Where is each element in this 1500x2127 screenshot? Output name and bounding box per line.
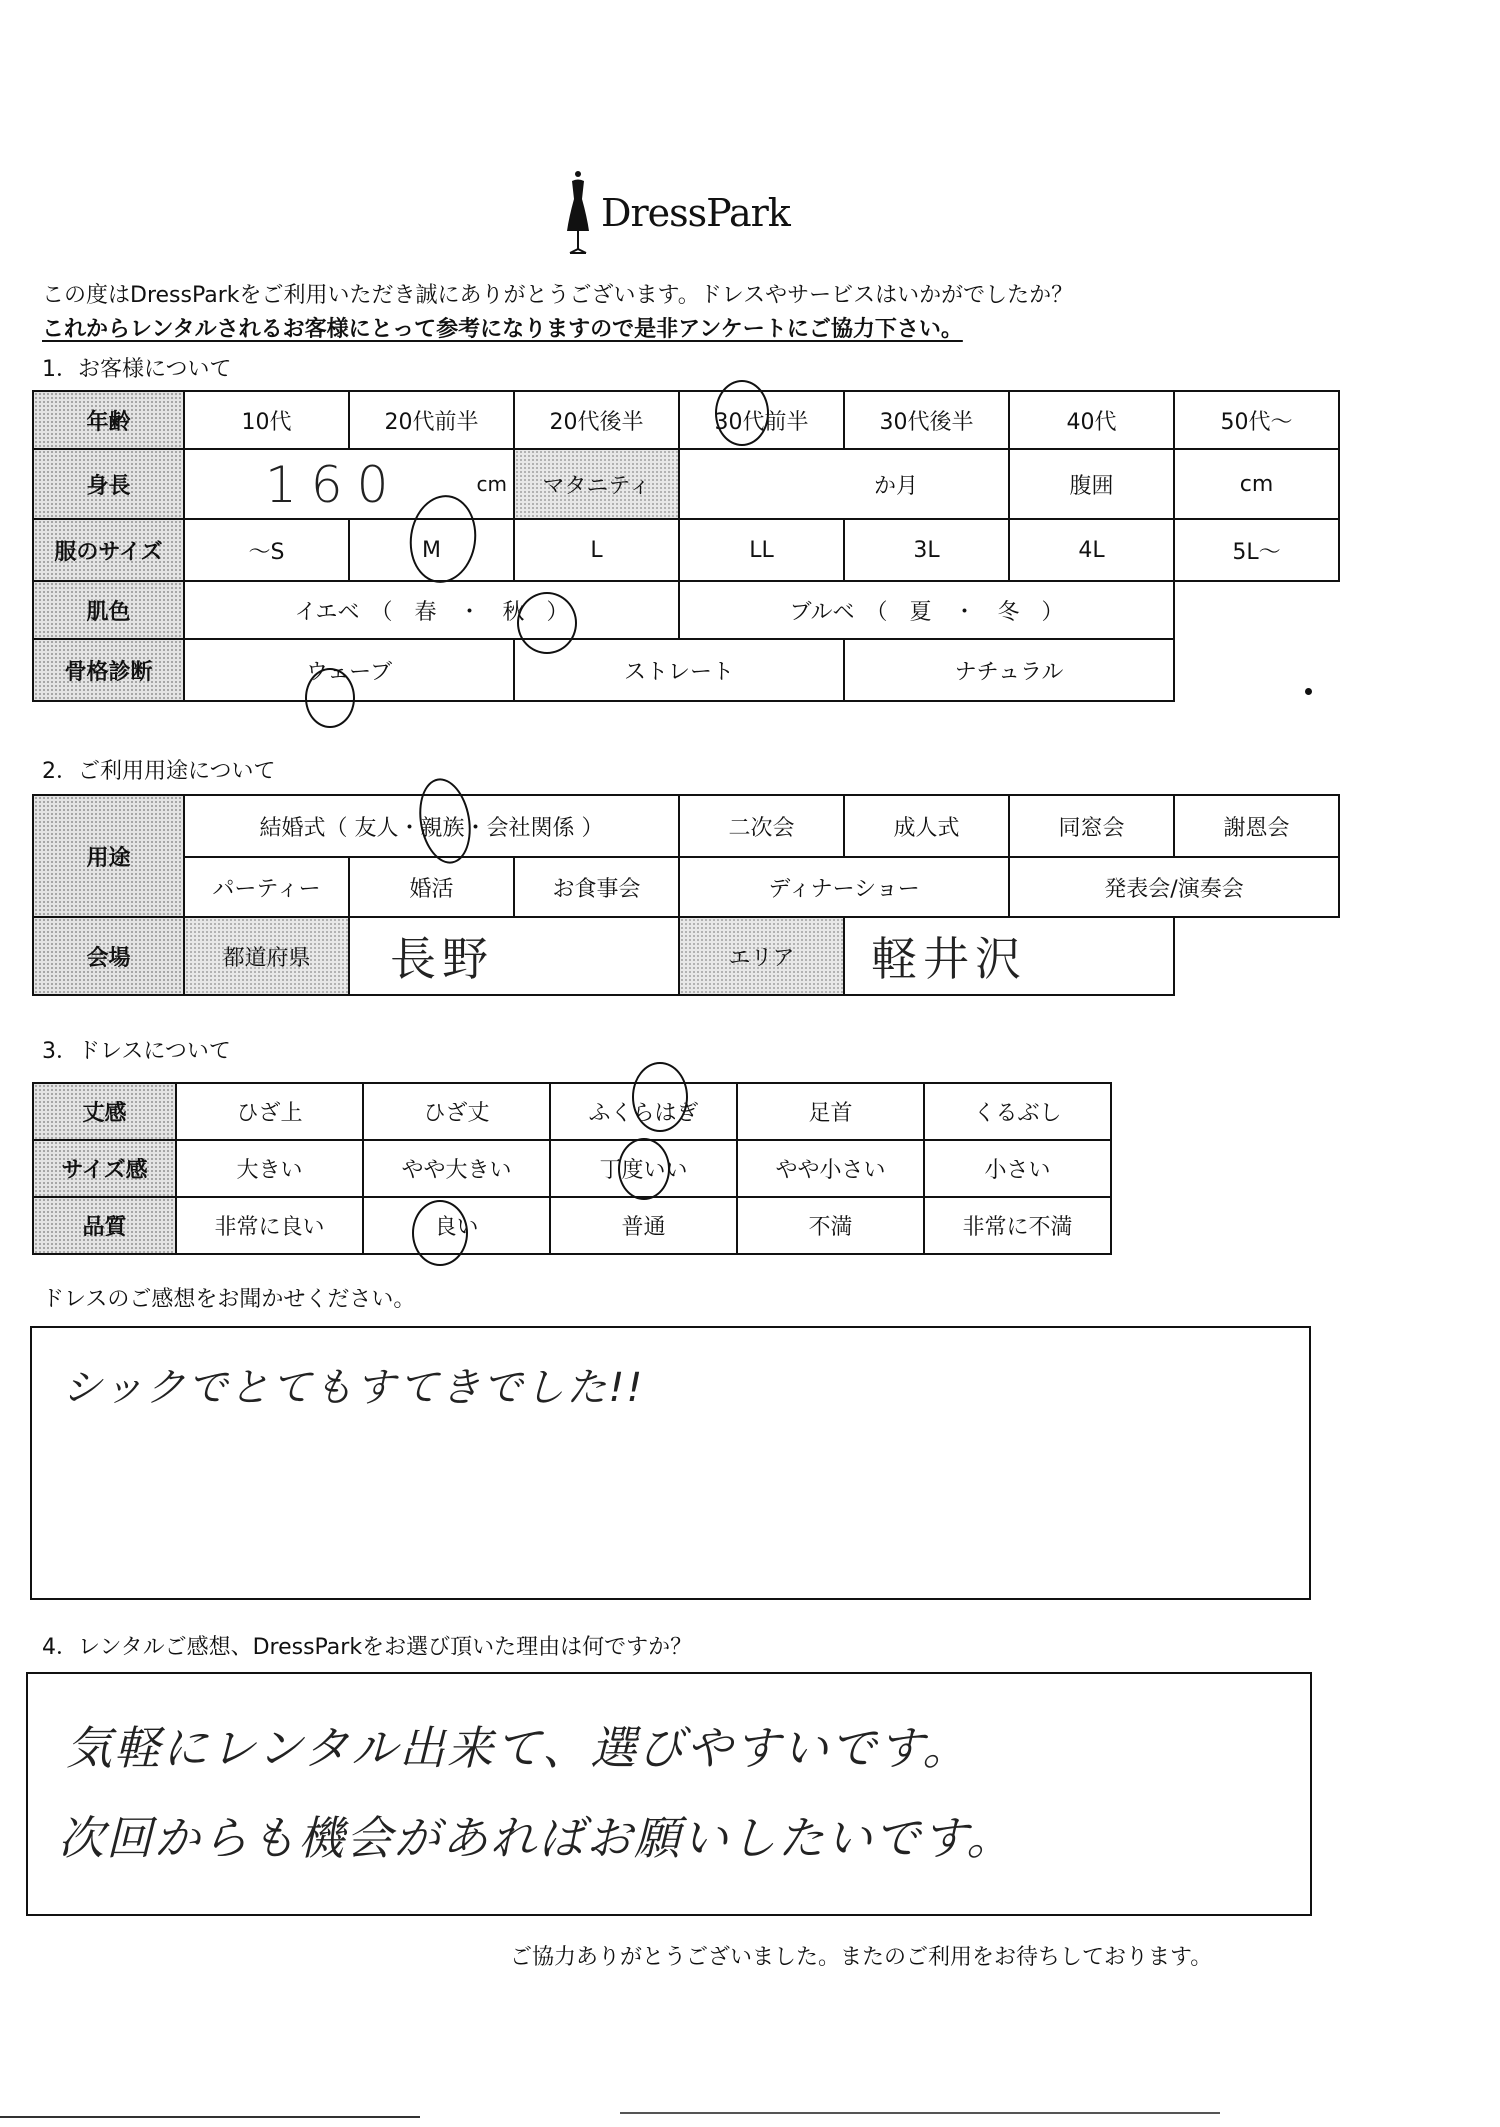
quality-option[interactable]: 不満 [737,1197,924,1254]
section-2-title: 2．ご利用用途について [42,759,276,784]
fit-option[interactable]: やや大きい [363,1140,550,1197]
brand-name: DressPark [601,191,790,235]
months-field[interactable]: か月 [679,449,1009,519]
dress-feedback-text: シックでとてもすてきでした!! [62,1365,645,1411]
purpose-option[interactable]: 謝恩会 [1174,795,1339,857]
dress-feedback-box[interactable] [30,1326,1311,1600]
size-option-selected[interactable]: M [349,519,514,581]
height-field[interactable] [184,449,514,519]
height-value: 160 [265,456,403,514]
fit-label: サイズ感 [33,1140,176,1197]
purpose-option[interactable]: ディナーショー [679,857,1009,917]
section-3-title: 3．ドレスについて [42,1039,231,1064]
age-option-selected[interactable]: 30代前半 [679,391,844,449]
purpose-option[interactable]: 発表会/演奏会 [1009,857,1339,917]
height-label: 身長 [33,449,184,519]
waist-unit[interactable]: cm [1174,449,1339,519]
fit-option[interactable]: 小さい [924,1140,1111,1197]
section-4-title: 4．レンタルご感想、DressParkをお選び頂いた理由は何ですか？ [42,1635,693,1660]
rental-feedback-line1: 気軽にレンタル出来て、選びやすいです。 [66,1721,971,1775]
rental-feedback-line2: 次回からも機会があればお願いしたいです。 [58,1811,1015,1865]
purpose-option[interactable]: 婚活 [349,857,514,917]
skeleton-option[interactable]: ナチュラル [844,639,1174,701]
skeleton-option-selected[interactable]: ウェーブ [184,639,514,701]
length-option[interactable]: ひざ丈 [363,1083,550,1140]
empty-cell [1174,639,1339,701]
fit-option[interactable]: 大きい [176,1140,363,1197]
prefecture-label: 都道府県 [184,917,349,995]
intro-text: この度はDressParkをご利用いただき誠にありがとうございます。ドレスやサービスはいかがでしたか？ [42,283,1074,308]
dress-form-icon [565,169,591,257]
size-option[interactable]: 4L [1009,519,1174,581]
customer-table [32,390,1340,702]
purpose-label: 用途 [33,795,184,917]
quality-option[interactable]: 非常に良い [176,1197,363,1254]
quality-option-selected[interactable]: 良い [363,1197,550,1254]
size-option[interactable]: L [514,519,679,581]
fit-option[interactable]: やや小さい [737,1140,924,1197]
length-option-selected[interactable]: ふくらはぎ [550,1083,737,1140]
length-label: 丈感 [33,1083,176,1140]
skin-label: 肌色 [33,581,184,639]
brand-logo [565,168,790,258]
size-option[interactable]: ～S [184,519,349,581]
purpose-table [32,794,1340,996]
ink-dot [1305,688,1312,695]
length-option[interactable]: ひざ上 [176,1083,363,1140]
age-option[interactable]: 20代後半 [514,391,679,449]
age-option[interactable]: 10代 [184,391,349,449]
empty-cell [1174,581,1339,639]
purpose-option[interactable]: 成人式 [844,795,1009,857]
length-option[interactable]: 足首 [737,1083,924,1140]
maternity-label: マタニティ [514,449,679,519]
dress-table [32,1082,1112,1255]
height-unit: cm [476,472,507,496]
age-option[interactable]: 50代～ [1174,391,1339,449]
empty-cell [1174,917,1339,995]
wedding-option[interactable]: 結婚式（ 友人・親族・会社関係 ） [184,795,679,857]
quality-label: 品質 [33,1197,176,1254]
age-option[interactable]: 30代後半 [844,391,1009,449]
area-label: エリア [679,917,844,995]
area-value: 軽井沢 [871,932,1028,986]
length-option[interactable]: くるぶし [924,1083,1111,1140]
prefecture-field[interactable] [349,917,679,995]
rental-feedback-box[interactable] [26,1672,1312,1916]
scan-edge-line [620,2112,1220,2114]
skin-yellow-option[interactable]: イエベ （ 春 ・ 秋 ） [184,581,679,639]
quality-option[interactable]: 非常に不満 [924,1197,1111,1254]
skeleton-option[interactable]: ストレート [514,639,844,701]
closing-message: ご協力ありがとうございました。またのご利用をお待ちしております。 [510,1945,1213,1970]
size-label: 服のサイズ [33,519,184,581]
size-option[interactable]: LL [679,519,844,581]
waist-label: 腹囲 [1009,449,1174,519]
dress-feedback-prompt: ドレスのご感想をお聞かせください。 [42,1287,416,1312]
scan-edge-line [0,2116,420,2118]
purpose-option[interactable]: 二次会 [679,795,844,857]
age-option[interactable]: 20代前半 [349,391,514,449]
purpose-option[interactable]: 同窓会 [1009,795,1174,857]
prefecture-value: 長野 [390,932,494,986]
intro-request: これからレンタルされるお客様にとって参考になりますので是非アンケートにご協力下さい。 [42,317,963,342]
venue-label: 会場 [33,917,184,995]
section-1-title: 1．お客様について [42,357,232,382]
size-option[interactable]: 3L [844,519,1009,581]
purpose-option[interactable]: パーティー [184,857,349,917]
purpose-option[interactable]: お食事会 [514,857,679,917]
area-field[interactable] [844,917,1174,995]
fit-option-selected[interactable]: 丁度いい [550,1140,737,1197]
age-label: 年齢 [33,391,184,449]
skin-blue-option[interactable]: ブルベ （ 夏 ・ 冬 ） [679,581,1174,639]
quality-option[interactable]: 普通 [550,1197,737,1254]
size-option[interactable]: 5L～ [1174,519,1339,581]
age-option[interactable]: 40代 [1009,391,1174,449]
skeleton-label: 骨格診断 [33,639,184,701]
